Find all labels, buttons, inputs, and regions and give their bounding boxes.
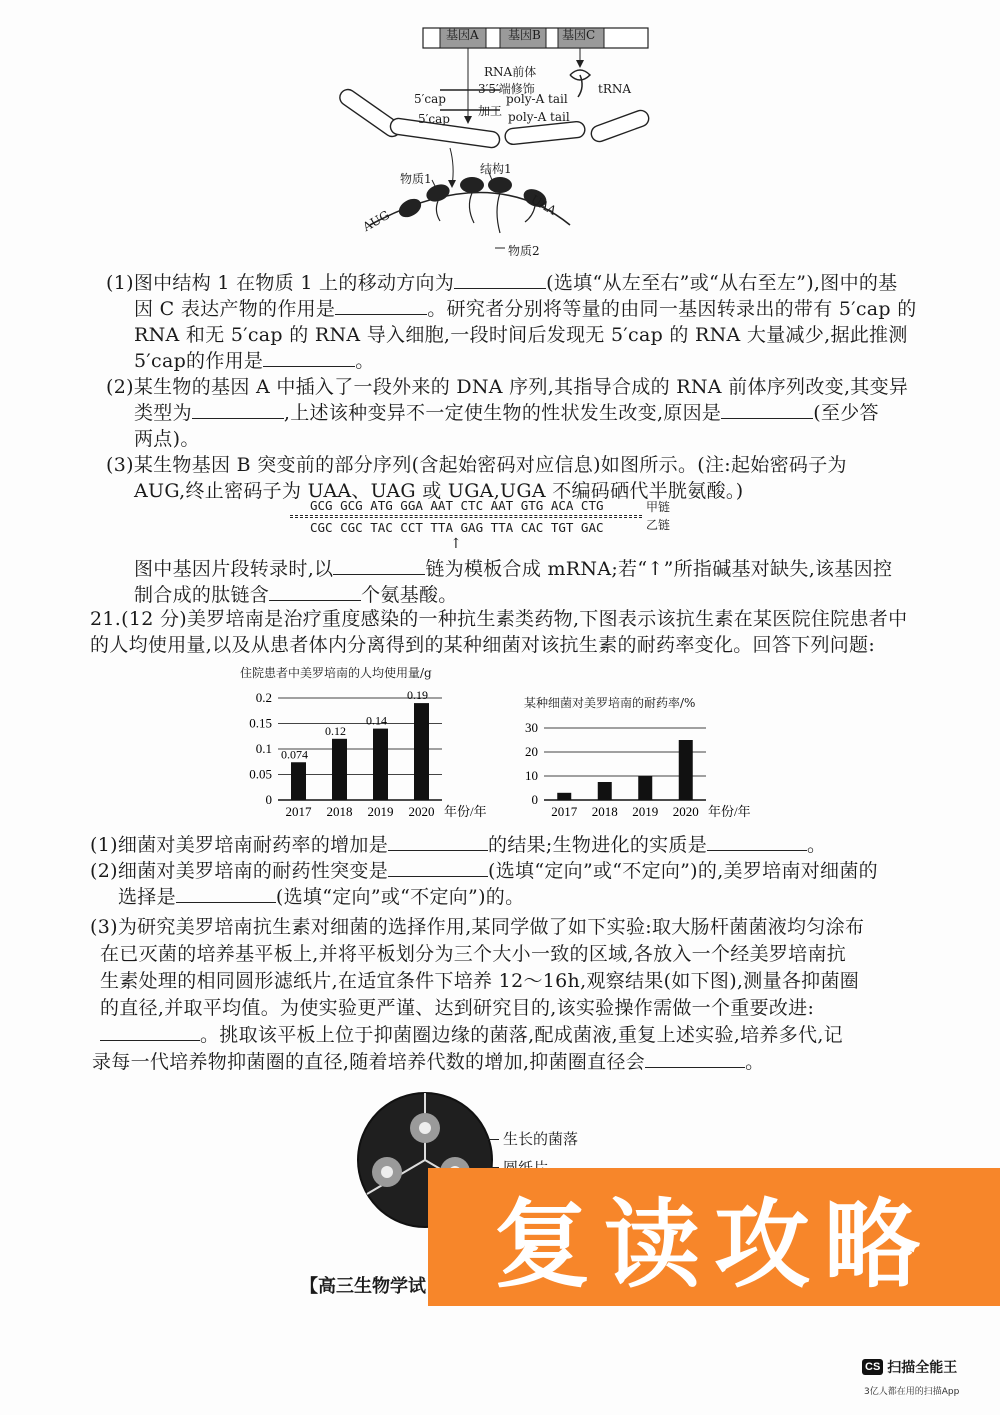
q21-p2-l1b: (选填“定向”或“不定向”)的,美罗培南对细菌的 (488, 860, 878, 882)
scanner-tagline: 3亿人都在用的扫描App (864, 1387, 960, 1397)
answer-blank-selection-direction[interactable] (176, 884, 276, 903)
gene-expression-diagram (330, 20, 670, 270)
deletion-arrow-icon: ↑ (450, 536, 462, 552)
answer-blank-direction[interactable] (454, 270, 546, 289)
x-tick-label: 2018 (326, 804, 353, 819)
bar (638, 776, 652, 800)
watermark-banner (428, 1168, 1000, 1306)
q21-p1b: 的结果;生物进化的实质是 (488, 834, 708, 856)
bar (373, 729, 388, 800)
scanner-badge (862, 1357, 957, 1377)
y-tick-label: 10 (525, 768, 538, 783)
substance2-label: 物质2 (508, 244, 540, 258)
data-label: 0.12 (325, 723, 346, 738)
answer-blank-reason[interactable] (721, 400, 813, 419)
rna-precursor-label: RNA前体 (484, 65, 537, 79)
answer-blank-gene-c-role[interactable] (335, 296, 427, 315)
q20-p1-l4a: 5′cap的作用是 (134, 350, 264, 372)
chart-resistance (510, 710, 760, 825)
label-jia: 甲链 (646, 500, 671, 514)
q21-p1a: (1)细菌对美罗培南耐药率的增加是 (90, 834, 389, 856)
x-tick-label: 2020 (672, 804, 699, 819)
answer-blank-diameter-trend[interactable] (645, 1049, 745, 1068)
answer-blank-resistance-cause[interactable] (388, 832, 488, 851)
x-tick-label: 2020 (408, 804, 435, 819)
x-axis-label: 年份/年 (444, 804, 487, 819)
x-tick-label: 2019 (632, 804, 659, 819)
q20-p1-l2b: 。研究者分别将等量的由同一基因转录出的带有 5′cap 的 (427, 298, 917, 320)
dish-label-colony: 生长的菌落 (503, 1130, 579, 1148)
data-label: 0.074 (281, 747, 308, 762)
q21-part2-line1 (90, 858, 878, 884)
answer-blank-mutation-direction[interactable] (388, 858, 488, 877)
q20-part3-line2: AUG,终止密码子为 UAA、UAG 或 UGA,UGA 不编码硒代半胱氨酸。) (134, 480, 744, 502)
q21-part3-line5 (100, 1022, 843, 1048)
q21-part3-line6 (92, 1049, 764, 1075)
chart2-title: 某种细菌对美罗培南的耐药率/% (524, 696, 696, 710)
bar (291, 762, 306, 800)
q20-part3-line4 (134, 582, 458, 608)
q20-p1-l1a: (1)图中结构 1 在物质 1 上的移动方向为 (106, 272, 455, 294)
structure1-label: 结构1 (480, 162, 512, 176)
y-tick-label: 20 (525, 744, 538, 759)
q20-p1-l1b: (选填“从左至右”或“从右至左”),图中的基 (546, 272, 898, 294)
q21-part3-line2: 在已灭菌的培养基平板上,并将平板划分为三个大小一致的区域,各放入一个经美罗培南抗 (100, 943, 847, 965)
q21-part3-line3: 生素处理的相同圆形滤纸片,在适宜条件下培养 12～16h,观察结果(如下图),测量各抑菌圈 (100, 970, 860, 992)
q20-p2-l2b: ,上述该种变异不一定使生物的性状发生改变,原因是 (283, 402, 722, 424)
y-tick-label: 0.15 (249, 715, 272, 731)
chart-usage (230, 680, 500, 825)
q21-p3-l6a: 录每一代培养物抑菌圈的直径,随着培养代数的增加,抑菌圈直径会 (92, 1051, 646, 1073)
answer-blank-amino-acids[interactable] (269, 582, 361, 601)
bar (598, 782, 612, 800)
q20-part3-line1: (3)某生物基因 B 突变前的部分序列(含起始密码对应信息)如图所示。(注:起始密码子为 (106, 454, 847, 476)
substance1-label: 物质1 (400, 172, 432, 186)
answer-blank-template-strand[interactable] (333, 556, 425, 575)
aug-label: AUG (360, 207, 392, 235)
q21-p3-l6b: 。 (745, 1051, 765, 1073)
q21-p2-l1a: (2)细菌对美罗培南的耐药性突变是 (90, 860, 389, 882)
dna-sequence-figure (290, 498, 680, 558)
x-tick-label: 2017 (285, 804, 312, 819)
q21-p3-l5b: 。挑取该平板上位于抑菌圈边缘的菌落,配成菌液,重复上述实验,培养多代,记 (200, 1024, 843, 1046)
dish-label-leader-1 (487, 1139, 499, 1140)
q21-intro-line1: 21.(12 分)美罗培南是治疗重度感染的一种抗生素类药物,下图表示该抗生素在某医院住院患者中 (90, 608, 908, 630)
data-label: 0.19 (407, 688, 428, 703)
q20-part1-line4 (134, 348, 375, 374)
chart1-title: 住院患者中美罗培南的人均使用量/g (240, 666, 432, 680)
answer-blank-evolution-essence[interactable] (707, 832, 807, 851)
x-axis-label: 年份/年 (708, 804, 751, 819)
answer-blank-cap-role[interactable] (263, 348, 355, 367)
cap-label-1: 5′cap (414, 92, 446, 106)
gene-a-label: 基因A (446, 28, 479, 42)
cs-logo-icon: CS (862, 1359, 883, 1375)
y-tick-label: 0 (531, 792, 538, 807)
q21-part3-line1: (3)为研究美罗培南抗生素对细菌的选择作用,某同学做了如下实验:取大肠杆菌菌液均匀涂布 (90, 916, 865, 938)
trna-label: tRNA (598, 82, 632, 96)
q20-p3-l4b: 个氨基酸。 (361, 584, 458, 606)
q20-p3-l3b: 链为模板合成 mRNA;若“↑”所指碱基对缺失,该基因控 (425, 558, 893, 580)
x-tick-label: 2018 (591, 804, 618, 819)
y-tick-label: 0 (265, 792, 272, 807)
processing-label: 加工 (478, 104, 503, 118)
q20-part2-line3: 两点)。 (134, 428, 200, 450)
bar (679, 740, 693, 800)
q20-part1-line3: RNA 和无 5′cap 的 RNA 导入细胞,一段时间后发现无 5′cap 的 RNA 大量减少,据此推测 (134, 324, 908, 346)
q20-part3-line3 (134, 556, 892, 582)
q20-p3-l3a: 图中基因片段转录时,以 (134, 558, 334, 580)
q21-part2-line2 (118, 884, 524, 910)
q20-p1-l2a: 因 C 表达产物的作用是 (134, 298, 336, 320)
bar (414, 703, 429, 800)
q21-intro-line2: 的人均使用量,以及从患者体内分离得到的某种细菌对该抗生素的耐药率变化。回答下列问题: (90, 634, 876, 656)
x-tick-label: 2019 (367, 804, 394, 819)
sequence-jia: GCG GCG ATG GGA AAT CTC AAT GTG ACA CTG (310, 498, 604, 513)
q20-p1-l4b: 。 (355, 350, 375, 372)
polya-label-2: poly-A tail (508, 110, 570, 124)
q20-part1-line1 (106, 270, 897, 296)
cap-label-2: 5′cap (418, 112, 450, 126)
q20-p2-l2a: 类型为 (134, 402, 192, 424)
q21-part1 (90, 832, 826, 858)
answer-blank-improvement[interactable] (100, 1022, 200, 1041)
paper-footer-title: 【高三生物学试 (300, 1276, 426, 1297)
y-tick-label: 0.2 (255, 690, 272, 705)
gene-c-label: 基因C (562, 28, 596, 42)
q20-p2-l2c: (至少答 (813, 402, 879, 424)
polya-label-1: poly-A tail (506, 92, 568, 106)
q21-p1c: 。 (807, 834, 827, 856)
y-tick-label: 30 (525, 720, 538, 735)
watermark-text: 复读攻略 (494, 1188, 934, 1301)
q20-part2-line1: (2)某生物的基因 A 中插入了一段外来的 DNA 序列,其指导合成的 RNA 前体序列改变,其变异 (106, 376, 909, 398)
x-tick-label: 2017 (551, 804, 578, 819)
modification-label: 3′5′端修饰 (478, 82, 535, 96)
scanner-app-name: 扫描全能王 (887, 1360, 958, 1376)
data-label: 0.14 (366, 713, 387, 728)
label-yi: 乙链 (646, 518, 671, 532)
bar (557, 793, 571, 800)
bar (332, 739, 347, 800)
y-tick-label: 0.1 (255, 741, 272, 756)
q20-p3-l4a: 制合成的肽链含 (134, 584, 270, 606)
sequence-yi: CGC CGC TAC CCT TTA GAG TTA CAC TGT GAC (310, 520, 604, 535)
q20-part1-line2 (134, 296, 917, 322)
y-tick-label: 0.05 (249, 766, 272, 782)
q21-part3-line4: 的直径,并取平均值。为使实验更严谨、达到研究目的,该实验操作需做一个重要改进: (100, 997, 815, 1019)
answer-blank-variation-type[interactable] (192, 400, 284, 419)
gene-b-label: 基因B (508, 28, 541, 42)
q21-p2-l2b: (选填“定向”或“不定向”)的。 (275, 886, 525, 908)
q21-p2-l2a: 选择是 (118, 886, 176, 908)
q20-part2-line2 (134, 400, 879, 426)
uaa-label: UAA (528, 192, 559, 218)
